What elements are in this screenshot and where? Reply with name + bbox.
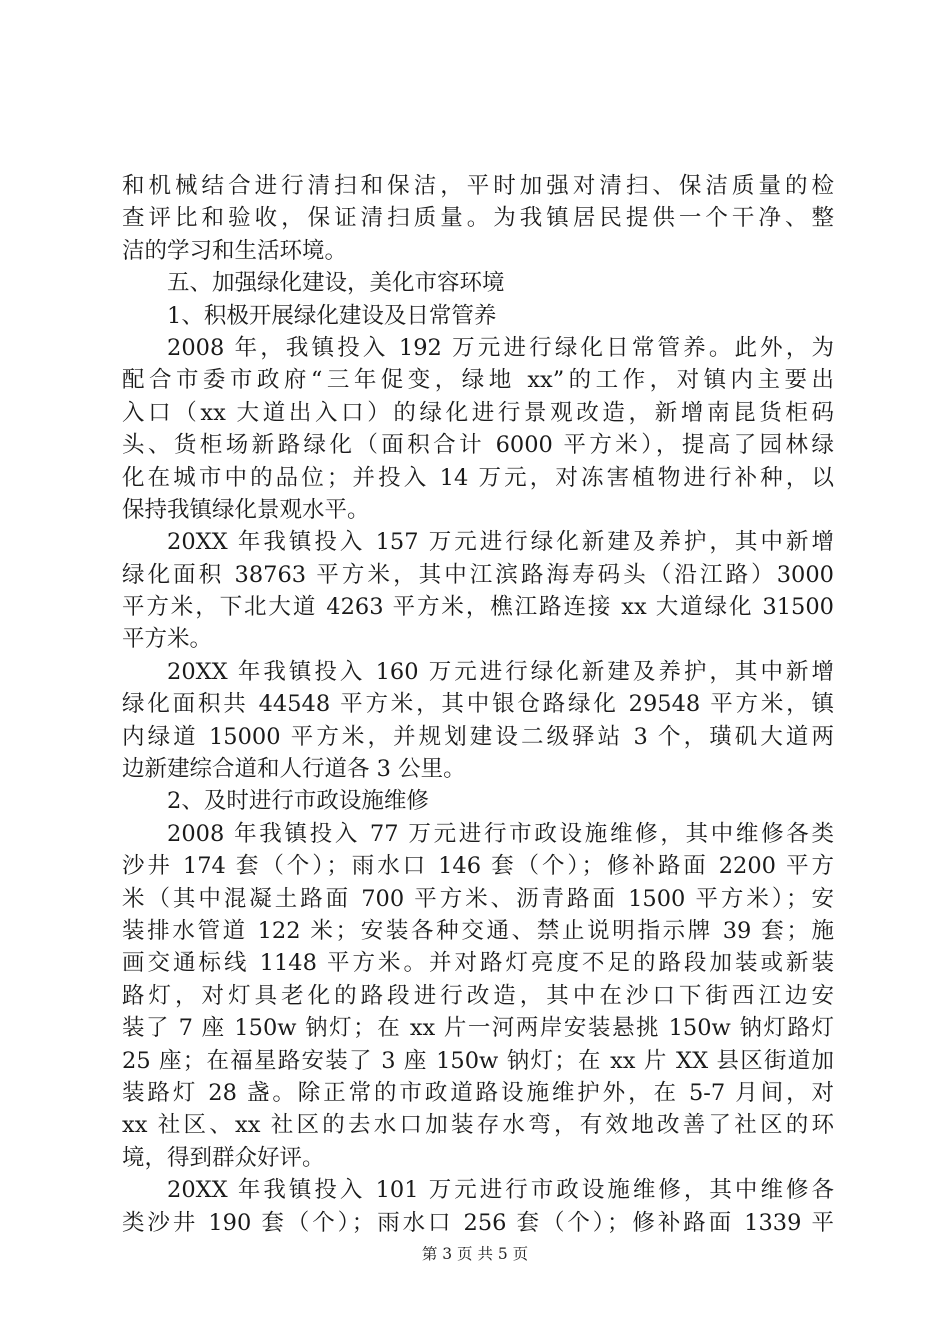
- text-line: 内绿道 15000 平方米，并规划建设二级驿站 3 个，璜矶大道两: [122, 723, 834, 750]
- text-line: 1、积极开展绿化建设及日常管养: [167, 302, 497, 329]
- text-line: 25 座；在福星路安装了 3 座 150w 钠灯；在 xx 片 XX 县区街道加: [122, 1047, 834, 1074]
- text-line: xx 社区、xx 社区的去水口加装存水弯，有效地改善了社区的环: [122, 1112, 834, 1139]
- text-line: 保持我镇绿化景观水平。: [122, 496, 370, 523]
- text-line: 画交通标线 1148 平方米。并对路灯亮度不足的路段加装或新装: [122, 950, 834, 977]
- text-line: 装排水管道 122 米；安装各种交通、禁止说明指示牌 39 套；施: [122, 917, 834, 944]
- text-line: 绿化面积共 44548 平方米，其中银仓路绿化 29548 平方米，镇: [122, 691, 834, 718]
- text-line: 头、货柜场新路绿化（面积合计 6000 平方米），提高了园林绿: [122, 432, 834, 459]
- text-line: 2008 年我镇投入 77 万元进行市政设施维修，其中维修各类: [167, 820, 834, 847]
- text-line: 2008 年，我镇投入 192 万元进行绿化日常管养。此外，为: [167, 334, 834, 361]
- text-line: 沙井 174 套（个）；雨水口 146 套（个）；修补路面 2200 平方: [122, 853, 834, 880]
- text-line: 20XX 年我镇投入 157 万元进行绿化新建及养护，其中新增: [167, 529, 834, 556]
- text-line: 20XX 年我镇投入 160 万元进行绿化新建及养护，其中新增: [167, 658, 834, 685]
- page-footer: 第 3 页 共 5 页: [421, 1245, 529, 1263]
- text-line: 平方米。: [122, 626, 213, 653]
- text-line: 绿化面积 38763 平方米，其中江滨路海寿码头（沿江路）3000: [122, 561, 834, 588]
- text-line: 装路灯 28 盏。除正常的市政道路设施维护外，在 5-7 月间，对: [122, 1079, 834, 1106]
- text-line: 类沙井 190 套（个）；雨水口 256 套（个）；修补路面 1339 平: [122, 1209, 834, 1236]
- text-line: 边新建综合道和人行道各 3 公里。: [122, 756, 466, 783]
- text-line: 入口（xx 大道出入口）的绿化进行景观改造，新增南昆货柜码: [122, 399, 834, 426]
- text-line: 装了 7 座 150w 钠灯；在 xx 片一河两岸安装悬挑 150w 钠灯路灯: [122, 1015, 834, 1042]
- text-line: 查评比和验收，保证清扫质量。为我镇居民提供一个干净、整: [122, 205, 834, 232]
- text-line: 洁的学习和生活环境。: [122, 237, 348, 264]
- text-line: 和机械结合进行清扫和保洁，平时加强对清扫、保洁质量的检: [122, 173, 834, 199]
- text-line: 路灯，对灯具老化的路段进行改造，其中在沙口下街西江边安: [122, 982, 834, 1009]
- text-line: 2、及时进行市政设施维修: [167, 788, 429, 815]
- text-line: 化在城市中的品位；并投入 14 万元，对冻害植物进行补种，以: [122, 464, 834, 491]
- text-line: 境，得到群众好评。: [122, 1144, 325, 1171]
- text-line: 平方米，下北大道 4263 平方米，樵江路连接 xx 大道绿化 31500: [122, 594, 834, 621]
- text-line: 米（其中混凝土路面 700 平方米、沥青路面 1500 平方米）；安: [122, 885, 834, 912]
- text-line: 20XX 年我镇投入 101 万元进行市政设施维修，其中维修各: [167, 1177, 834, 1204]
- text-line: 五、加强绿化建设，美化市容环境: [167, 270, 505, 297]
- document-body: [122, 170, 834, 1239]
- text-line: 配合市委市政府“三年促变，绿地 xx”的工作，对镇内主要出: [122, 367, 834, 394]
